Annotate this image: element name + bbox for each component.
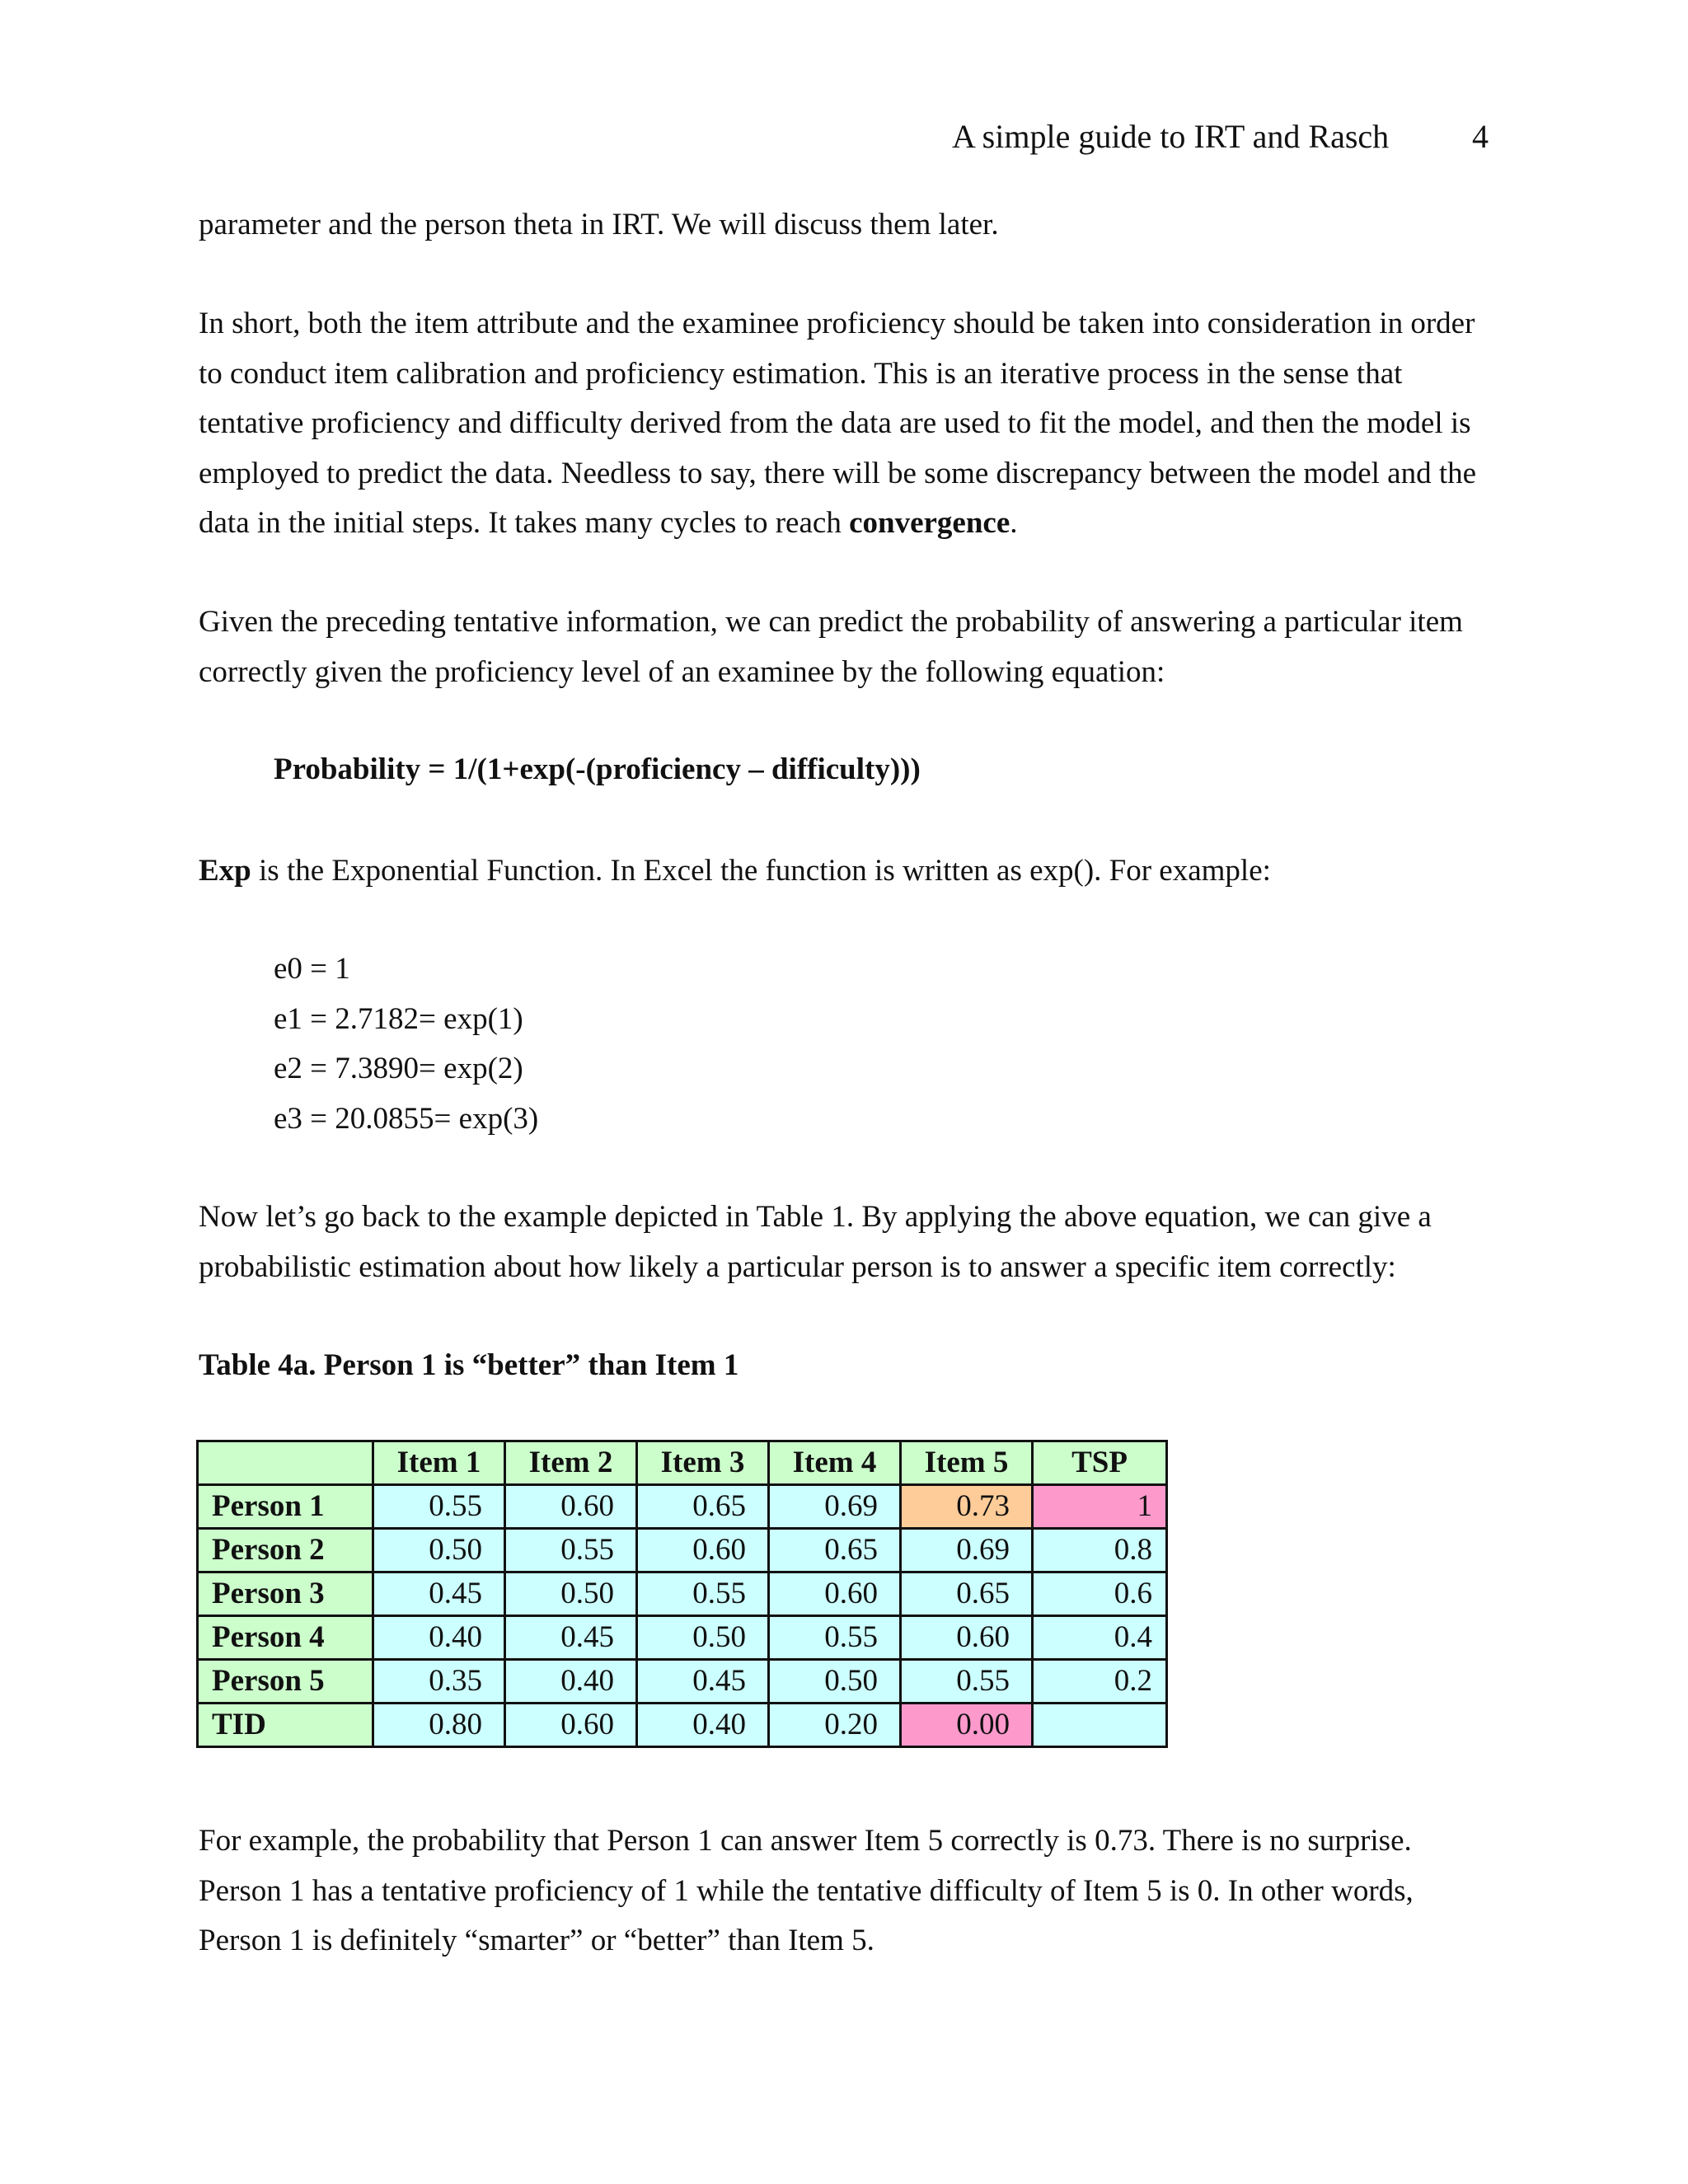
table-cell: 0.45: [637, 1660, 769, 1704]
paragraph-1: parameter and the person theta in IRT. We will discuss them later.: [199, 208, 999, 241]
table-cell: 0.65: [769, 1529, 901, 1572]
row-header: Person 1: [198, 1485, 373, 1529]
table-row: [198, 1529, 1167, 1572]
table-cell: 0.50: [769, 1660, 901, 1704]
paragraph-5: Now let’s go back to the example depicted in Table 1. By applying the above equation, we can give a probabilistic estimation about how likely a particular person is to answer a specific item correctly:: [199, 1200, 1432, 1284]
table-cell: 0.40: [637, 1704, 769, 1747]
table-cell: 0.65: [901, 1572, 1033, 1616]
row-header: Person 2: [198, 1529, 373, 1572]
table-cell: 0.80: [373, 1704, 505, 1747]
table-cell: 0.65: [637, 1485, 769, 1529]
paragraph-4: [199, 846, 1501, 897]
table-cell: 0.8: [1033, 1529, 1167, 1572]
probability-table: [196, 1440, 1168, 1748]
table-row: [198, 1616, 1167, 1660]
table-cell: 0.50: [637, 1616, 769, 1660]
table-row: [198, 1660, 1167, 1704]
column-header: TSP: [1033, 1441, 1167, 1485]
highlighted-cell: 0.00: [901, 1704, 1033, 1747]
column-header: Item 2: [505, 1441, 637, 1485]
running-head-title: A simple guide to IRT and Rasch: [952, 118, 1390, 155]
table-cell: 0.55: [901, 1660, 1033, 1704]
table-cell: 0.60: [769, 1572, 901, 1616]
row-header: Person 4: [198, 1616, 373, 1660]
paragraph-2-text: In short, both the item attribute and the examinee proficiency should be taken into consideration in order to conduct item calibration and proficiency estimation. This is an iterative process in the sense that tentative proficiency and difficulty derived from the data are used to fit the model, and then the model is employed to predict the data. Needless to say, there will be some discrepancy between the model and the data in the initial steps. It takes many cycles to reach: [199, 307, 1477, 540]
table-caption: Table 4a. Person 1 is “better” than Item 1: [199, 1348, 739, 1382]
probability-formula: Probability = 1/(1+exp(-(proficiency – difficulty))): [274, 752, 921, 786]
table-cell: 0.55: [505, 1529, 637, 1572]
table-cell: 0.69: [901, 1529, 1033, 1572]
table-cell: 0.4: [1033, 1616, 1167, 1660]
table-cell: 0.60: [901, 1616, 1033, 1660]
exp-example-line: e0 = 1: [274, 952, 350, 986]
table-cell: 0.40: [373, 1616, 505, 1660]
paragraph-6: For example, the probability that Person 1 can answer Item 5 correctly is 0.73. There is no surprise. Person 1 has a tentative proficiency of 1 while the tentative difficulty of Item 5 is 0. In other words, Person 1 is definitely “smarter” or “better” than Item 5.: [199, 1824, 1414, 1957]
table-row: [198, 1572, 1167, 1616]
row-header: TID: [198, 1704, 373, 1747]
table-corner-cell: [198, 1441, 373, 1485]
table-cell: 0.40: [505, 1660, 637, 1704]
table-cell: 0.50: [505, 1572, 637, 1616]
table-cell: 0.55: [373, 1485, 505, 1529]
column-header: Item 1: [373, 1441, 505, 1485]
column-header: Item 3: [637, 1441, 769, 1485]
table-cell: 0.6: [1033, 1572, 1167, 1616]
table-cell: 0.55: [769, 1616, 901, 1660]
row-header: Person 3: [198, 1572, 373, 1616]
table-cell: 0.20: [769, 1704, 901, 1747]
exp-term: Exp: [199, 854, 251, 888]
table-cell: 0.35: [373, 1660, 505, 1704]
convergence-term: convergence: [849, 506, 1010, 540]
table-header-row: [198, 1441, 1167, 1485]
column-header: Item 5: [901, 1441, 1033, 1485]
table-cell: 0.60: [505, 1704, 637, 1747]
table-cell: 0.45: [505, 1616, 637, 1660]
table-cell: 0.60: [637, 1529, 769, 1572]
page-number: 4: [1472, 118, 1489, 155]
table-cell: 0.50: [373, 1529, 505, 1572]
paragraph-2: [199, 299, 1501, 549]
exp-examples-list: [274, 944, 538, 1144]
exp-example-line: e2 = 7.3890= exp(2): [274, 1052, 523, 1085]
row-header: Person 5: [198, 1660, 373, 1704]
exp-example-line: e1 = 2.7182= exp(1): [274, 1001, 523, 1036]
table-cell: 0.2: [1033, 1660, 1167, 1704]
exp-example-line: e3 = 20.0855= exp(3): [274, 1101, 539, 1136]
table-cell: 0.55: [637, 1572, 769, 1616]
table-cell: 0.60: [505, 1485, 637, 1529]
table-row: [198, 1485, 1167, 1529]
paragraph-2-end: .: [1010, 506, 1018, 540]
table-row: [198, 1704, 1167, 1747]
highlighted-cell: 1: [1033, 1485, 1167, 1529]
table-cell: 0.69: [769, 1485, 901, 1529]
paragraph-4-text: is the Exponential Function. In Excel the function is written as exp(). For example:: [251, 854, 1271, 888]
column-header: Item 4: [769, 1441, 901, 1485]
paragraph-3: Given the preceding tentative information, we can predict the probability of answering a particular item correctly given the proficiency level of an examinee by the following equation:: [199, 605, 1463, 689]
highlighted-cell: 0.73: [901, 1485, 1033, 1529]
table-cell: 0.45: [373, 1572, 505, 1616]
table-cell: [1033, 1704, 1167, 1747]
